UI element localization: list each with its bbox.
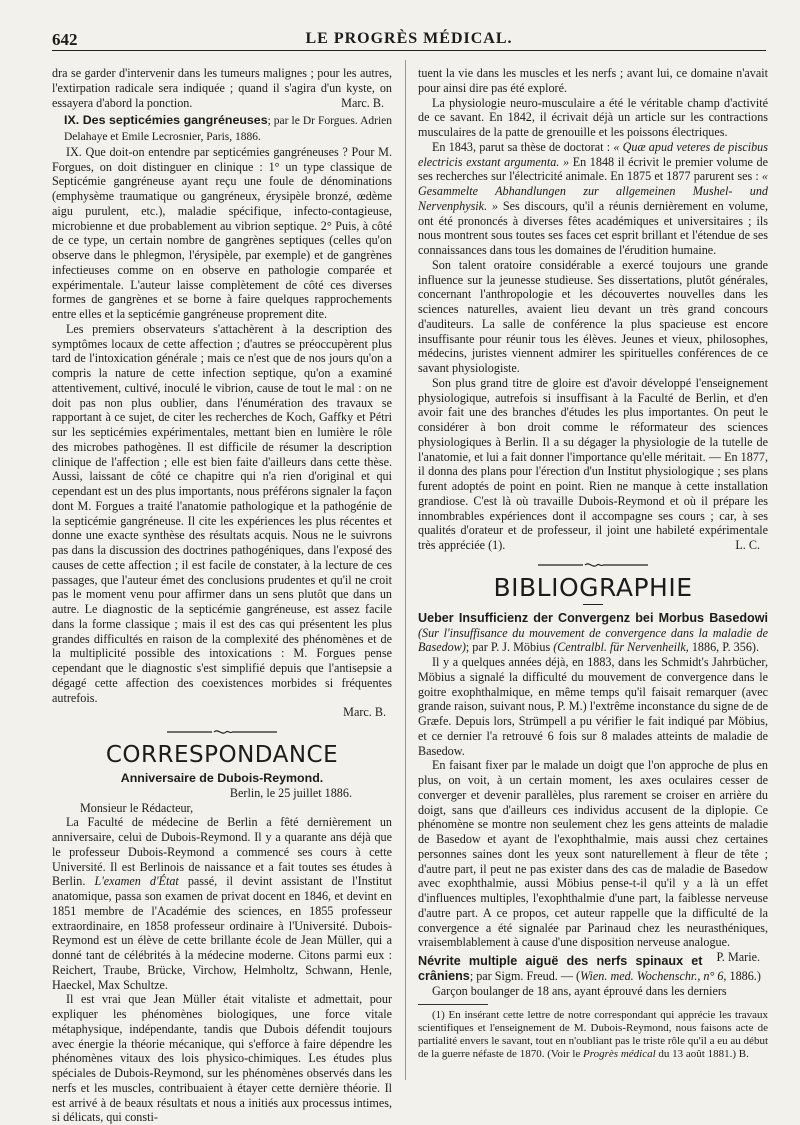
journal-title: LE PROGRÈS MÉDICAL. (305, 30, 513, 47)
intro-paragraph: dra se garder d'intervenir dans les tumeurs malignes ; pour les autres, l'extirpation radicale sera indiquée ; quand il s'agira d'un kyste, on essayera d'abord la ponction. Marc. B. (52, 66, 392, 110)
footnote: (1) En insérant cette lettre de notre correspondant qui apprécie les travaux scientifiques et l'enseignement de M. Dubois-Reymond, nous faisons acte de partialité envers le savant, tout en n'oubliant pas le triste rôle qu'il a eu au début de la guerre néfaste de 1870. (Voir le Progrès médical du 13 août 1881.) B. (418, 1009, 768, 1061)
ornament-divider (162, 728, 282, 736)
letter-paragraph-1: La Faculté de médecine de Berlin a fêté dernièrement un anniversaire, celui de Dubois-Reymond. Il y a quarante ans déjà que le professeur Dubois-Reymond a commencé ses cours à cette Université. Il est Berlinois de naissance et a fait toutes ses études à Berlin. L'examen d'État passé, il devint assistant de l'Institut anatomique, passa son examen de privat docent en 1846, et devint en 1851 membre de l'Académie des sciences, en 1855 professeur extraordinaire, en 1858 professeur ordinaire à l'Université. Dubois-Reymond est un élève de cette brillante école de Jean Müller, qui a donné tant de célébrités à la médecine moderne. Citons parmi eux : Reichert, Traube, Brücke, Virchow, Helmholtz, Schwann, Henle, Haeckel, Max Schultze. (52, 815, 392, 992)
biblio-1-paragraph-1: Il y a quelques années déjà, en 1883, dans les Schmidt's Jahrbücher, Möbius a signalé la difficulté du mouvement de convergence dans le goitre exophthalmique, en même temps qu'il faisait remarquer (avec grande raison, suivant nous, P. M.) l'extrême inconstance du signe de de Græfe. Depuis lors, Strümpell a pu vérifier le fait indiqué par Möbius, et ce dernier l'a retrouvé 6 fois sur 8 malades atteints de maladie de Basedow. (418, 655, 768, 758)
right-column (418, 66, 768, 1061)
biblio-1-paragraph-2: En faisant fixer par le malade un doigt que l'on approche de plus en plus, on voit, à un certain moment, les axes oculaires cesser de converger et devenir parallèles, plus rarement se croiser en arrière du doigt, sans que d'ailleurs ces individus accusent de la diplopie. Ce phénomène se montre non seulement chez les gens atteints de maladie de Basedow et ayant de l'exophthalmie, mais aussi chez certaines personnes saines dont les yeux sont naturellement à fleur de tête ; d'autre part, il peut ne pas exister dans des cas de maladie de Basedow avec exophthalmie, aussi Möbius pense-t-il qu'il y a là un effet d'influences multiples, l'exophthalmie d'une part, la faiblesse nerveuse d'autre part. A ce propos, cet auteur rappelle que la difficulté de la convergence a été signalée par Parinaud chez les neurasthéniques, vraisemblablement à cause d'une disposition nerveuse analogue. P. Marie. (418, 758, 768, 964)
biblio-2-title-block: Névrite multiple aiguë des nerfs spinaux et crâniens; par Sigm. Freud. — (Wien. med. Wochenschr., n° 6, 1886.) (418, 954, 761, 983)
footnote-rule (418, 1004, 488, 1005)
review-ix-paragraph-1: IX. Que doit-on entendre par septicémies gangréneuses ? Pour M. Forgues, on doit distinguer en clinique : 1° un type classique de Septicémie gangréneuse ayant reçu une foule de dénominations (emphysème traumatique ou gangréneux, érysipèle bronzé, œdème aigu purulent, etc.), maladie spécifique, infecto-contagieuse, microbienne et due probablement au vibrion septique. 2° Puis, à côté de ce type, un certain nombre de gangrènes septiques (celles qu'on observe dans le phlegmon, l'érysipèle, par exemple) et de gangrènes infectieuses comme on en observe en pathologie comparée et expérimentale. L'auteur laisse complètement de côté ces diverses formes de gangrènes et se borne à faire quelques rapprochements entre elles et la septicémie gangréneuse proprement dite. (52, 144, 392, 321)
letter-paragraph-3: La physiologie neuro-musculaire a été le véritable champ d'activité de ce savant. En 1842, il écrivait déjà un article sur les contractions musculaires de la patte de grenouille et les poissons électriques. (418, 95, 768, 139)
letter-paragraph-2: Il est vrai que Jean Müller était vitaliste et admettait, pour expliquer les phénomènes biologiques, une force vitale métaphysique, indépendante, tandis que Dubois défendit toujours avec énergie la théorie mécanique, qui s'efforce à faire dépendre les phénomènes vitaux des lois physico-chimiques. Les études plus spéciales de Dubois-Reymond, sur les phénomènes observés dans les nerfs et les muscles, contribuaient à étayer cette dernière théorie. Il est arrivé à de beaux résultats et nous a initiés aux processus intimes, si délicats, qui consti- (52, 992, 392, 1125)
page-header (52, 28, 766, 51)
heading-rule (583, 604, 603, 605)
letter-paragraph-6: Son plus grand titre de gloire est d'avoir développé l'enseignement physiologique, autrefois si insuffisant à la Faculté de Berlin, et d'en avoir fait une des branches d'études les plus importantes. On peut le considérer à bon droit comme le réformateur des sciences physiologiques à Berlin. Il a su dégager la physiologie de la tutelle de l'anatomie, et lui a fait donner l'importance qu'elle méritait. — En 1877, il donna des plans pour l'érection d'un Institut physiologique ; ses plans furent adoptés de point en point. Rien ne manque à cette installation grandiose. C'est là où travaille Dubois-Reymond et où il prépare les innombrables expériences dont il accompagne ses cours ; car, à ses qualités d'orateur et de professeur, il joint une habileté expérimentale très appréciée (1). L. C. (418, 375, 768, 552)
biblio-1-signature: P. Marie. (716, 950, 760, 964)
letter-salutation: Monsieur le Rédacteur, (80, 800, 194, 815)
column-divider (405, 60, 406, 1080)
letter-dateline: Berlin, le 25 juillet 1886. (229, 785, 352, 800)
letter-signature: L. C. (735, 538, 760, 552)
letter-paragraph-5: Son talent oratoire considérable a exercé toujours une grande influence sur la jeunesse studieuse. Ses dissertations, plutôt générales, concernant l'anthropologie et les découvertes nouvelles dans les sciences naturelles, avaient lieu devant un très grand concours d'auditeurs. La salle de conférence la plus spacieuse est encore insuffisante pour réunir tous les élèves. Jeunes et vieux, philosophes, médecins, juristes viennent admirer les spirituelles conférences de ce savant physiologiste. (418, 257, 768, 375)
correspondance-heading: CORRESPONDANCE (105, 742, 339, 768)
ornament-divider-2 (533, 561, 653, 569)
letter-paragraph-4: En 1843, parut sa thèse de doctorat : « Quæ apud veteres de piscibus electricis exstant argumenta. » En 1848 il écrivit le premier volume de ses recherches sur l'électricité animale. En 1875 et 1877 parurent ses : « Gesammelte Abhandlungen zur allgemeinen Mushel- und Nervenphysik. » Ses discours, qu'il a réunis dernièrement en volume, ont été prononcés à diverses fêtes académiques et universitaires ; ils nous montrent sous toutes ses faces cet esprit brillant et l'étendue de ses connaissances dans tous les domaines de l'érudition humaine. (418, 139, 768, 257)
biblio-1-title-block: Ueber Insufficienz der Convergenz bei Morbus Basedowi (Sur l'insuffisance du mouvement de convergence dans la maladie de Basedow); par P. J. Möbius (Centralbl. für Nervenheilk, 1886, P. 356). (418, 610, 768, 655)
page-number: 642 (52, 30, 78, 49)
review-ix-paragraph-2: Les premiers observateurs s'attachèrent à la description des symptômes locaux de cette affection ; d'autres se préoccupèrent plus tard de l'intoxication générale ; mais ce n'est que de nos jours qu'on a compris la nature de cette infection septique, qu'on a examiné attentivement, cultivé, inoculé le vibrion, cause de tout le mal : on ne doit pas non plus oublier, dans l'énumération des travaux se rapportant à ce sujet, de citer les recherches de Koch, Gaffky et Pétri sur les septicémies expérimentales, mettant bien en lumière le rôle des microbes pathogènes. Il est difficile de résumer la description clinique de l'affection ; elle est bien faite d'ailleurs dans cette thèse. Aussi, laissant de côté ce chapitre qui n'a rien d'original et qui cependant est un des plus importants, nous préférons signaler la façon dont M. Forgues a traité l'anatomie pathologique et la pathogénie de la septicémie gangréneuse. Il cite les expériences les plus récentes et donne une exacte synthèse des résultats acquis. Nous ne le suivrons pas dans la discussion des doctrines pathogéniques, dans l'exposé des causes de cette affection ; il est facile de constater, à la lecture de ces passages, que l'auteur émet des conclusions prudentes et qu'il ne croit pas le moment venu pour affirmer dans un sens plutôt que dans un autre. Le diagnostic de la septicémie gangréneuse, est assez facile dans la forme classique ; mais il est des cas qui présentent les plus grandes difficultés en raison de la complexité des phénomènes et de la multiplicité possible des intoxications : M. Forgues pense cependant que le diagnostic s'est simplifié depuis que l'antisepsie a dégagé cette affection des coexistences morbides si fréquentes autrefois. (52, 321, 392, 705)
bibliographie-heading: BIBLIOGRAPHIE (493, 572, 693, 602)
left-column (52, 66, 392, 1125)
review-ix-signature: Marc. B. (343, 705, 386, 720)
correspondance-subheading: Anniversaire de Dubois-Reymond. (120, 771, 324, 785)
biblio-2-paragraph-1: Garçon boulanger de 18 ans, ayant éprouvé dans les derniers (432, 983, 727, 998)
review-ix-title: IX. Des septicémies gangréneuses; par le Dr Forgues. Adrien Delahaye et Emile Lecrosnier, Paris, 1886. (64, 113, 392, 143)
intro-signature: Marc. B. (341, 95, 384, 110)
letter-continuation: tuent la vie dans les muscles et les nerfs ; avant lui, ce domaine n'avait pour ainsi dire pas été exploré. (418, 66, 768, 95)
